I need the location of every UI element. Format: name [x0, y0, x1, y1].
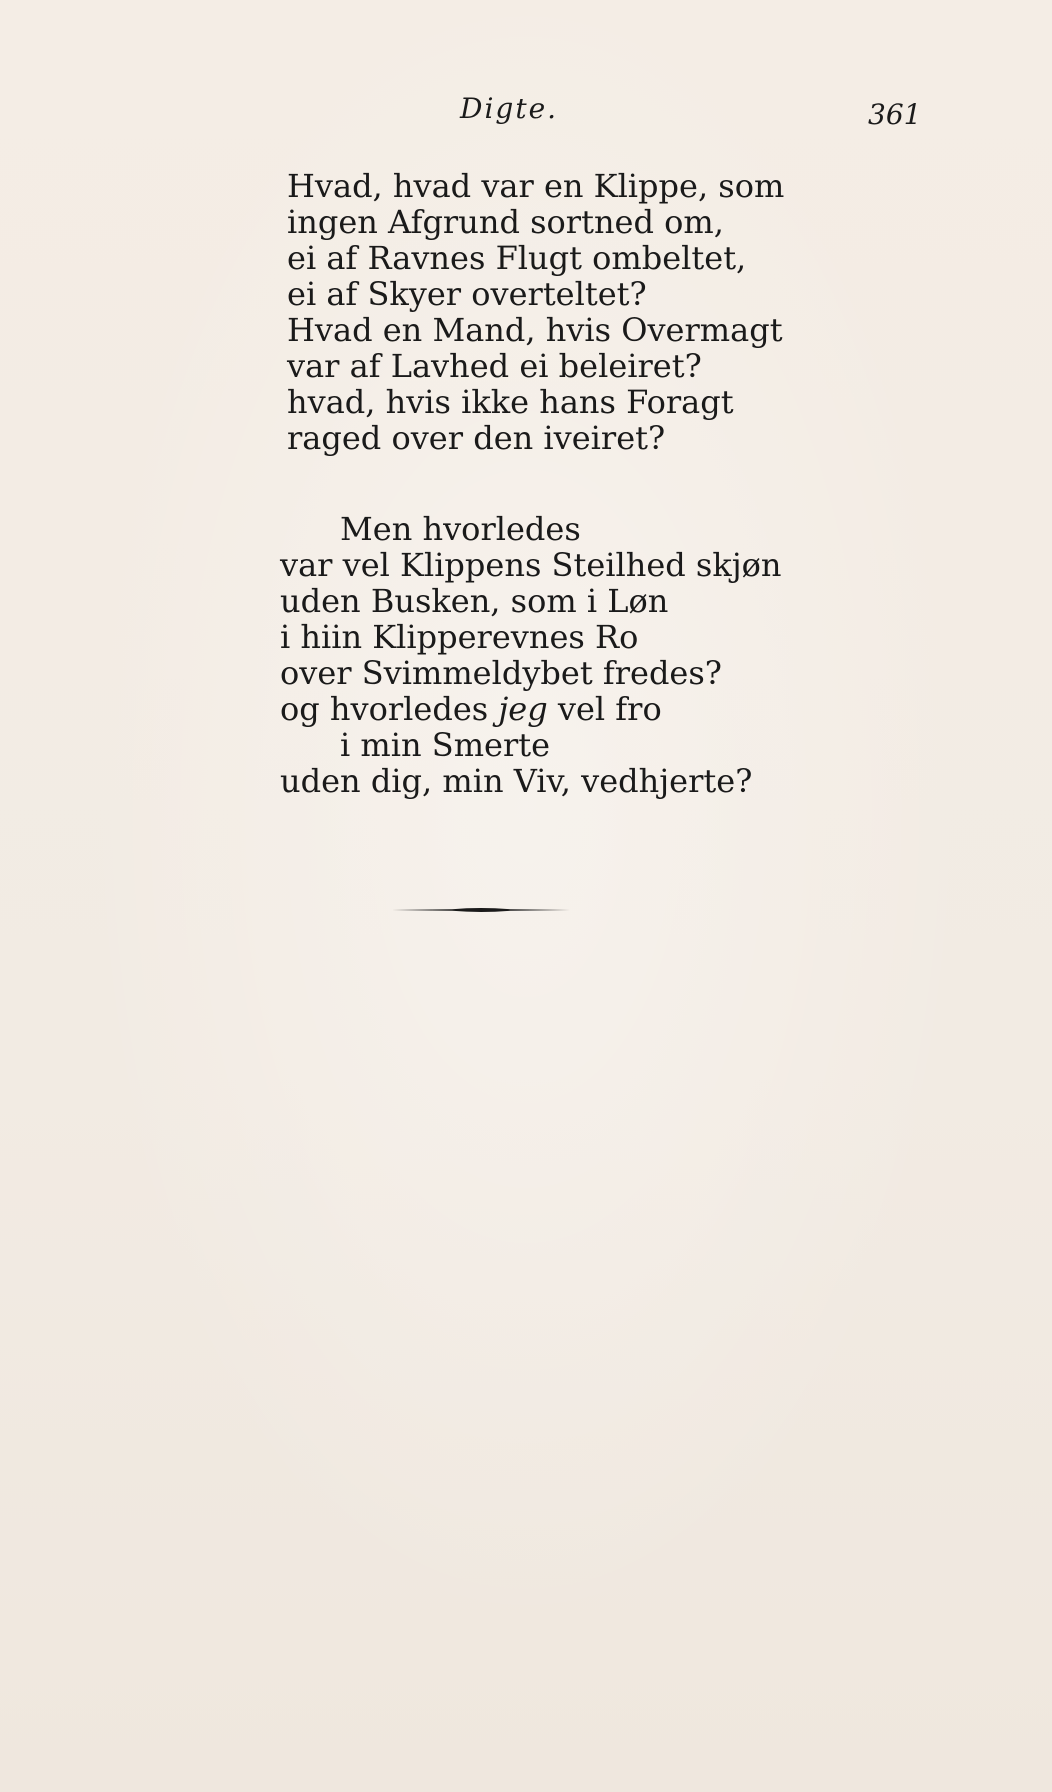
end-ornament-rule	[392, 904, 570, 916]
poem-line: ei af Skyer overteltet?	[287, 275, 647, 313]
poem-line: hvad, hvis ikke hans Foragt	[287, 383, 734, 421]
poem-line: i min Smerte	[340, 726, 551, 764]
poem-line: ei af Ravnes Flugt ombeltet,	[287, 239, 747, 277]
poem-line: var af Lavhed ei beleiret?	[287, 347, 702, 385]
poem-line: Men hvorledes	[340, 510, 581, 548]
poem-line: uden dig, min Viv, vedhjerte?	[280, 762, 753, 800]
poem-line-text: og hvorledes	[280, 690, 489, 728]
poem-line: i hiin Klipperevnes Ro	[280, 618, 639, 656]
poem-line-emphasis: jeg	[498, 690, 548, 728]
running-header-title: Digte.	[460, 92, 559, 125]
poem-line-text: vel fro	[557, 690, 662, 728]
poem-line: raged over den iveiret?	[287, 419, 666, 457]
poem-line	[280, 690, 662, 728]
poem-line: Hvad, hvad var en Klippe, som	[287, 167, 785, 205]
poem-line: over Svimmeldybet fredes?	[280, 654, 722, 692]
poem-line: ingen Afgrund sortned om,	[287, 203, 724, 241]
page-number: 361	[868, 98, 922, 131]
poem-line: Hvad en Mand, hvis Overmagt	[287, 311, 783, 349]
poem-line: uden Busken, som i Løn	[280, 582, 669, 620]
poem-line: var vel Klippens Steilhed skjøn	[280, 546, 782, 584]
